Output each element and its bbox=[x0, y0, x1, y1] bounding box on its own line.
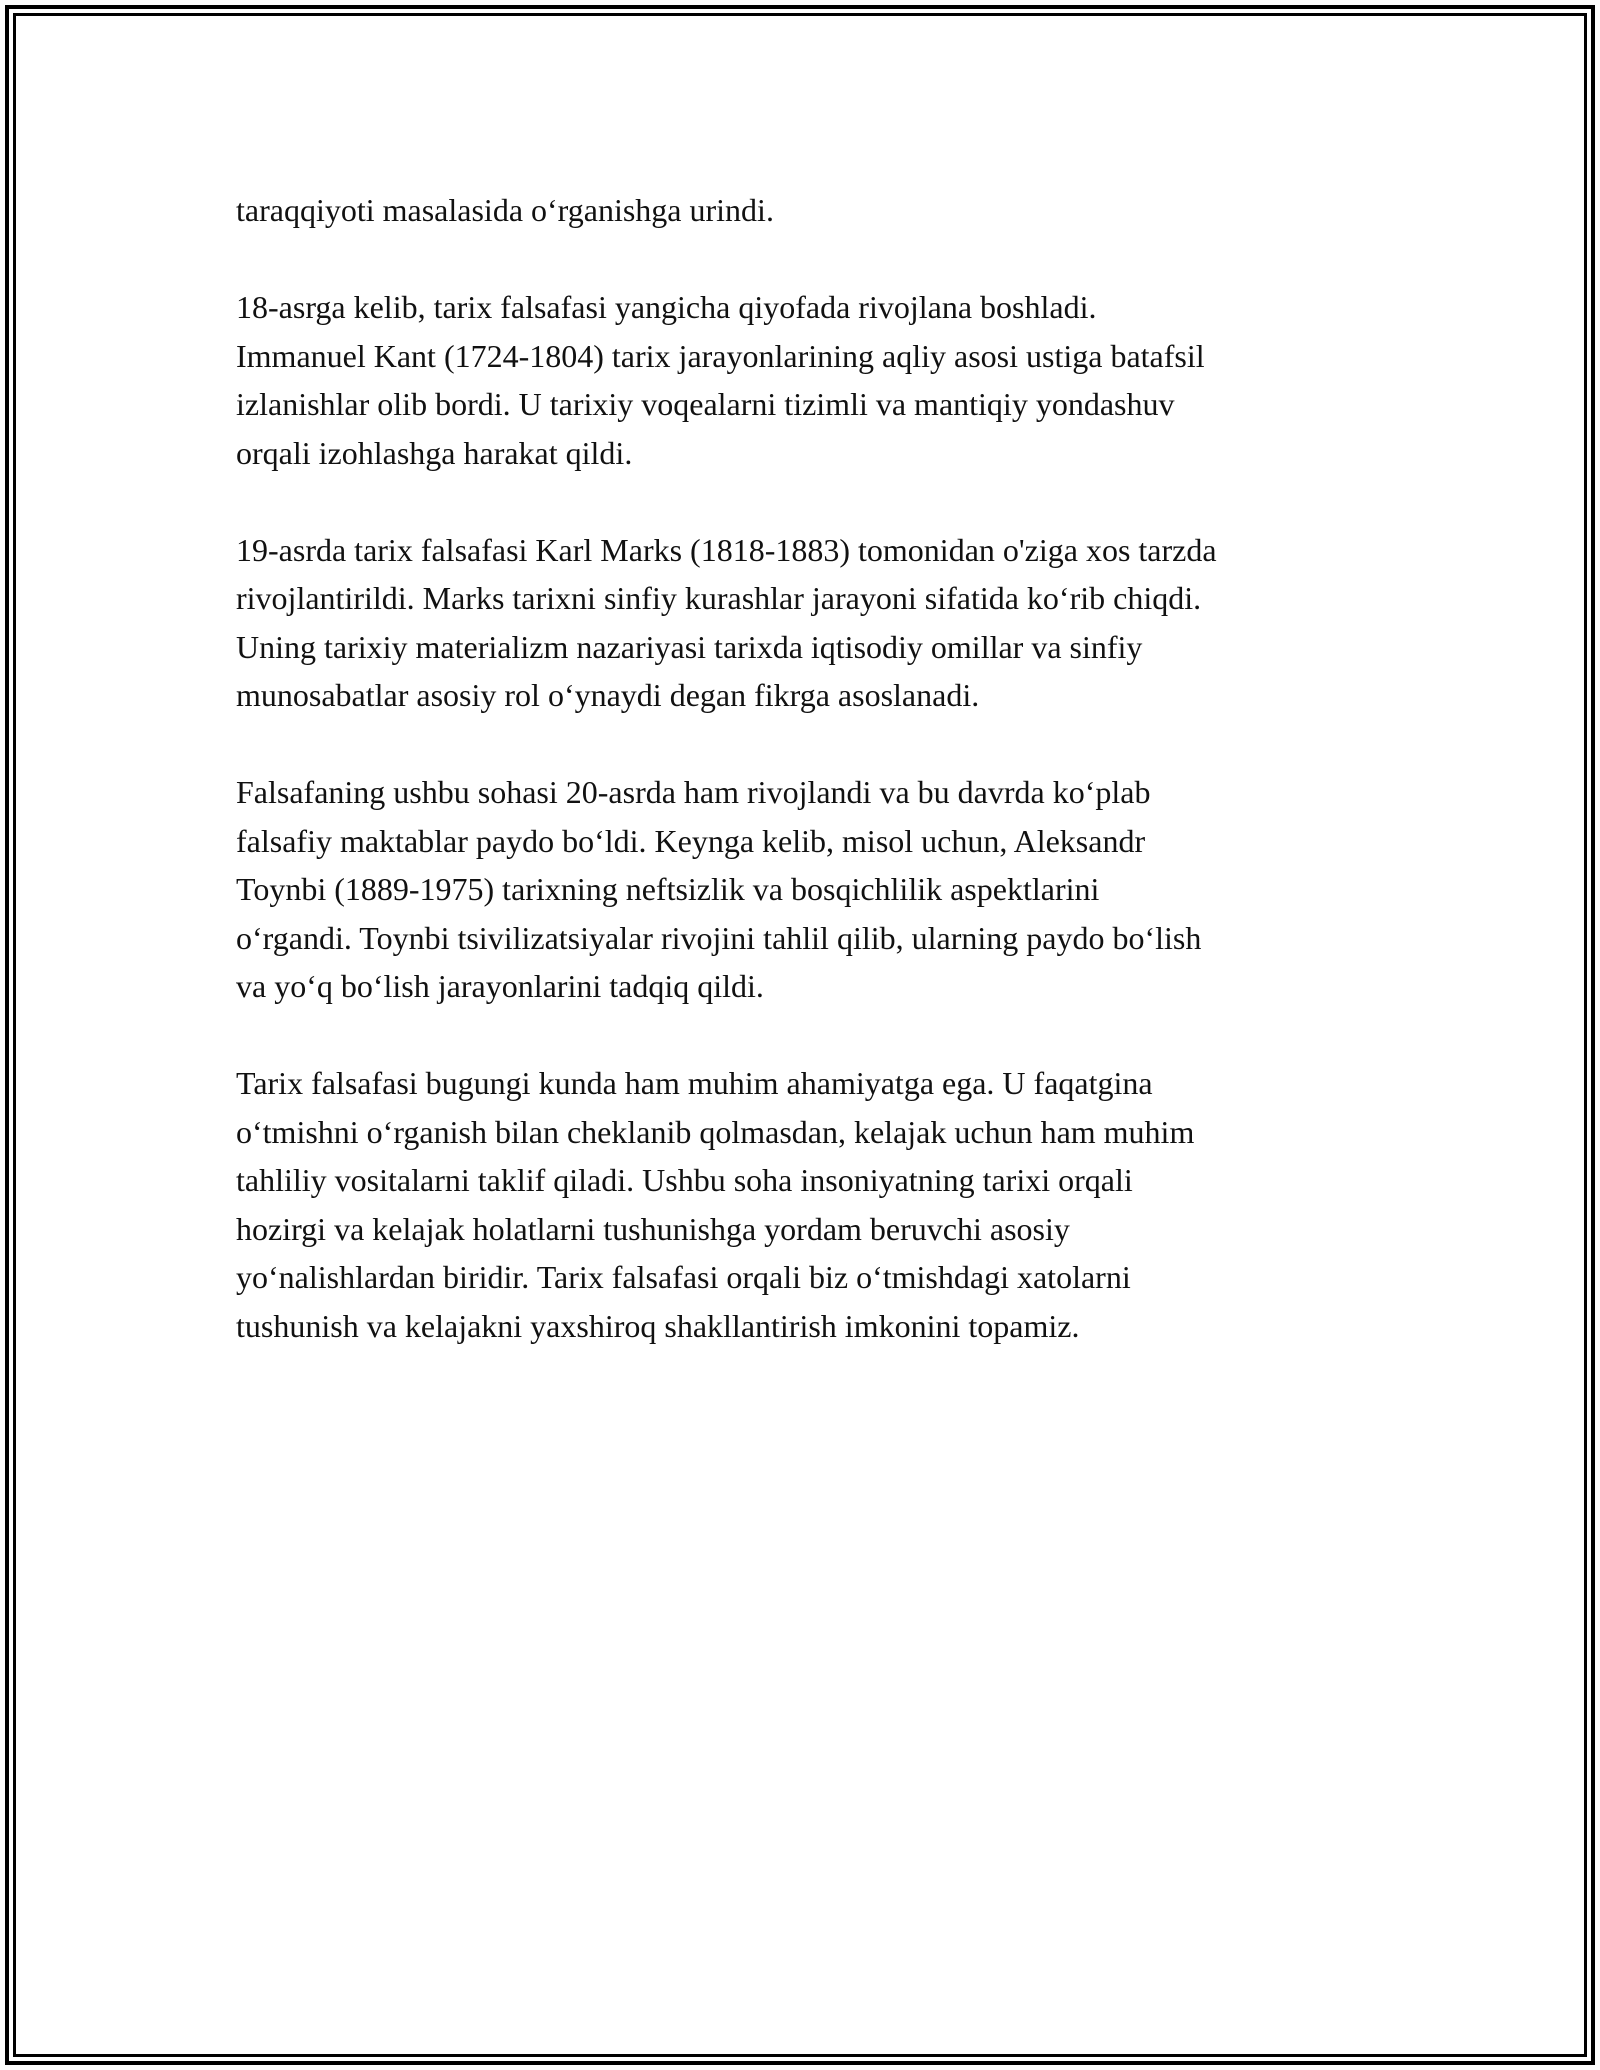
text-line: tahliliy vositalarni taklif qiladi. Ushbu soha insoniyatning tarixi orqali bbox=[236, 1162, 1133, 1198]
paragraph-gap bbox=[236, 235, 1376, 284]
document-body bbox=[236, 186, 1376, 1350]
text-line: Uning tarixiy materializm nazariyasi tarixda iqtisodiy omillar va sinfiy bbox=[236, 628, 1143, 665]
text-line: taraqqiyoti masalasida o‘rganishga urindi. bbox=[236, 192, 774, 228]
text-line: hozirgi va kelajak holatlarni tushunishga yordam beruvchi asosiy bbox=[236, 1210, 1070, 1247]
text-line: munosabatlar asosiy rol o‘ynaydi degan fikrga asoslanadi. bbox=[236, 677, 980, 713]
paragraph-gap bbox=[236, 477, 1376, 526]
text-line: Tarix falsafasi bugungi kunda ham muhim ahamiyatga ega. U faqatgina bbox=[236, 1065, 1153, 1101]
text-line: 19-asrda tarix falsafasi Karl Marks (1818-1883) tomonidan o'ziga xos tarzda bbox=[236, 531, 1217, 568]
text-line: falsafiy maktablar paydo bo‘ldi. Keynga kelib, misol uchun, Aleksandr bbox=[236, 822, 1146, 859]
text-line: tushunish va kelajakni yaxshiroq shakllantirish imkonini topamiz. bbox=[236, 1307, 1080, 1344]
text-line: Immanuel Kant (1724-1804) tarix jarayonlarining aqliy asosi ustiga batafsil bbox=[236, 337, 1205, 374]
text-line: izlanishlar olib bordi. U tarixiy voqealarni tizimli va mantiqiy yondashuv bbox=[236, 386, 1175, 422]
text-line: orqali izohlashga harakat qildi. bbox=[236, 434, 633, 471]
text-line: va yo‘q bo‘lish jarayonlarini tadqiq qildi. bbox=[236, 968, 764, 1004]
text-line: 18-asrga kelib, tarix falsafasi yangicha qiyofada rivojlana boshladi. bbox=[236, 289, 1097, 325]
text-line: Toynbi (1889-1975) tarixning neftsizlik va bosqichlilik aspektlarini bbox=[236, 871, 1100, 907]
text-line: o‘rgandi. Toynbi tsivilizatsiyalar rivojini tahlil qilib, ularning paydo bo‘lish bbox=[236, 919, 1202, 956]
text-line: yo‘nalishlardan biridir. Tarix falsafasi orqali biz o‘tmishdagi xatolarni bbox=[236, 1259, 1131, 1295]
text-line: Falsafaning ushbu sohasi 20-asrda ham rivojlandi va bu davrda ko‘plab bbox=[236, 774, 1151, 810]
text-line: rivojlantirildi. Marks tarixni sinfiy kurashlar jarayoni sifatida ko‘rib chiqdi. bbox=[236, 580, 1202, 616]
paragraph-gap bbox=[236, 1011, 1376, 1060]
text-line: o‘tmishni o‘rganish bilan cheklanib qolmasdan, kelajak uchun ham muhim bbox=[236, 1113, 1195, 1150]
paragraph-gap bbox=[236, 720, 1376, 769]
